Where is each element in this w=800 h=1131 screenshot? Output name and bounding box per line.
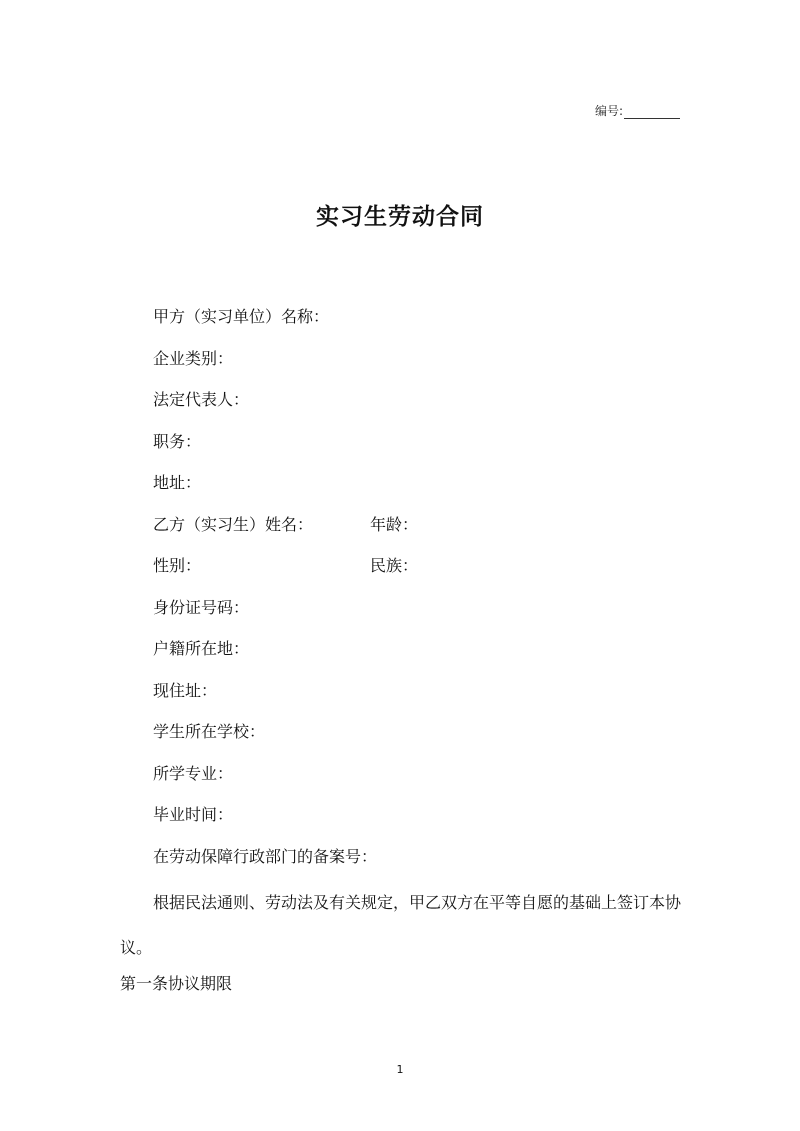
document-number-label: 编号: xyxy=(594,104,623,118)
contract-fields xyxy=(153,303,419,884)
section-1-heading: 第一条协议期限 xyxy=(120,974,233,993)
field-filing-number: 在劳动保障行政部门的备案号： xyxy=(153,846,378,866)
field-position: 职务： xyxy=(153,431,202,451)
field-party-b-name: 乙方（实习生）姓名： xyxy=(153,514,314,534)
document-title: 实习生劳动合同 xyxy=(316,204,484,230)
field-gender: 性别： xyxy=(153,556,202,575)
preamble-paragraph: 根据民法通则、劳动法及有关规定，甲乙双方在平等自愿的基础上签订本协议。 xyxy=(120,893,682,957)
field-household-registration: 户籍所在地： xyxy=(153,639,250,658)
field-ethnicity: 民族： xyxy=(370,556,419,575)
field-row-gender-ethnicity xyxy=(153,552,419,594)
page-number: 1 xyxy=(396,1063,404,1076)
field-id-number: 身份证号码： xyxy=(153,597,250,617)
field-graduation-time: 毕业时间： xyxy=(153,805,234,824)
field-party-a-name: 甲方（实习单位）名称： xyxy=(153,307,330,326)
field-enterprise-type: 企业类别： xyxy=(153,348,234,368)
field-school: 学生所在学校： xyxy=(153,722,266,741)
field-age: 年龄： xyxy=(370,514,419,534)
field-row-name-age xyxy=(153,511,419,553)
field-current-address: 现住址： xyxy=(153,680,218,700)
document-number xyxy=(595,102,680,119)
document-number-blank xyxy=(624,106,680,119)
field-major: 所学专业： xyxy=(153,763,234,783)
field-legal-representative: 法定代表人： xyxy=(153,390,250,409)
field-address: 地址： xyxy=(153,473,202,492)
